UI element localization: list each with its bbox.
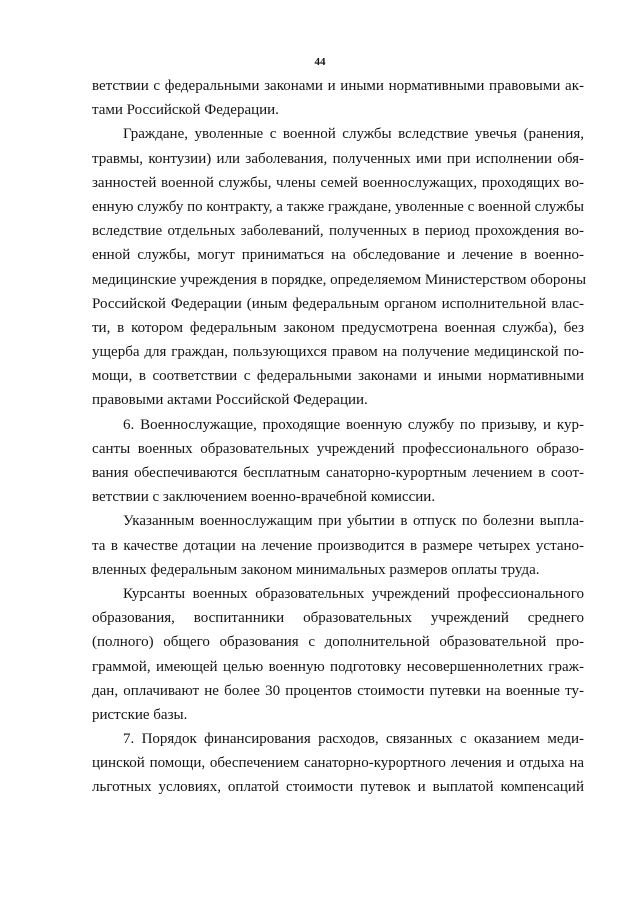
text-line: ветствии с заключением военно-врачебной комиссии. [92, 489, 436, 506]
text-line: правовыми актами Российской Федерации. [92, 392, 368, 409]
paragraph [92, 727, 584, 800]
text-line: граммой, имеющей целью военную подготовку несовершеннолетних граж- [92, 658, 584, 675]
text-line: енную службу по контракту, а также граждане, уволенные с военной службы [92, 198, 584, 215]
text-line: Граждане, уволенные с военной службы вследствие увечья (ранения, [123, 126, 584, 143]
paragraph [92, 509, 584, 582]
text-line: Курсанты военных образовательных учреждений профессионального [123, 585, 584, 602]
document-body [92, 74, 587, 800]
text-line: ветствии с федеральными законами и иными нормативными правовыми ак- [92, 78, 584, 94]
text-line: дан, оплачивают не более 30 процентов стоимости путевки на военные ту- [92, 682, 584, 699]
text-line: цинской помощи, обеспечением санаторно-курортного лечения и отдыха на [92, 755, 584, 772]
text-line: ти, в котором федеральным законом предусмотрена военная служба), без [92, 319, 584, 336]
text-line: травмы, контузии) или заболевания, полученных ими при исполнении обя- [92, 150, 584, 167]
text-line: (полного) общего образования с дополнительной образовательной про- [92, 634, 584, 651]
text-line: 6. Военнослужащие, проходящие военную службу по призыву, и кур- [123, 416, 584, 433]
text-line: та в качестве дотации на лечение производится в размере четырех устано- [92, 537, 584, 554]
text-line: енной службы, могут приниматься на обследование и лечение в военно- [92, 247, 584, 264]
text-line: ристские базы. [92, 706, 188, 723]
text-line: Указанным военнослужащим при убытии в отпуск по болезни выпла- [123, 513, 584, 530]
text-line: образования, воспитанники образовательных учреждений среднего [92, 610, 584, 627]
text-line: ущерба для граждан, пользующихся правом на получение медицинской по- [92, 344, 584, 361]
text-line: санты военных образовательных учреждений профессионального образо- [92, 440, 584, 457]
text-line: льготных условиях, оплатой стоимости путевок и выплатой компенсаций [92, 779, 584, 796]
text-line: медицинские учреждения в порядке, определяемом Министерством обороны [92, 271, 587, 288]
text-line: мощи, в соответствии с федеральными законами и иными нормативными [92, 368, 584, 385]
text-line: занностей военной службы, члены семей военнослужащих, проходящих во- [92, 174, 584, 191]
text-line: 7. Порядок финансирования расходов, связанных с оказанием меди- [123, 731, 584, 748]
text-line: вленных федеральным законом минимальных размеров оплаты труда. [92, 561, 540, 578]
text-line: Российской Федерации (иным федеральным органом исполнительной влас- [92, 295, 584, 312]
paragraph [92, 582, 584, 727]
paragraph [92, 413, 584, 510]
paragraph [92, 74, 584, 122]
text-line: вания обеспечиваются бесплатным санаторно-курортным лечением в соот- [92, 465, 584, 481]
text-line: вследствие отдельных заболеваний, полученных в период прохождения во- [92, 223, 584, 240]
text-line: тами Российской Федерации. [92, 102, 279, 119]
page-number: 44 [314, 56, 326, 68]
paragraph [92, 122, 587, 412]
